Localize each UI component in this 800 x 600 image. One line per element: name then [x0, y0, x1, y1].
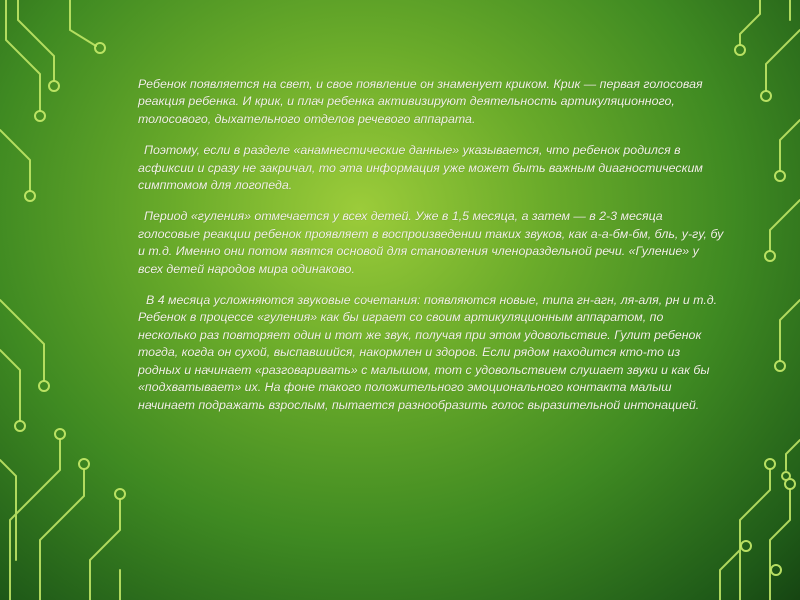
bullet-text: Ребенок появляется на свет, и свое появление он знаменует криком. Крик — первая голосовая реакция ребенка. И крик, и плач ребенка активизируют деятельность артикуляционного, толосового, дыхательного отделов речевого аппарата. [138, 77, 703, 126]
bullet-item [108, 208, 724, 278]
slide-body [108, 76, 724, 428]
bullet-text: Поэтому, если в разделе «анамнестические данные» указывается, что ребенок родился в асфиксии и сразу не закричал, то эта информация уже может быть важным диагностическим симптомом для логопеда. [138, 143, 703, 193]
bullet-item [108, 292, 724, 414]
bullet-item [108, 76, 724, 128]
bullet-text: В 4 месяца усложняются звуковые сочетания: появляются новые, типа гн-агн, ля-аля, рн и т.д. Ребенок в процессе «гуления» как бы играет со своим артикуляционным аппаратом, по несколько раз повторяет один и тот же звук, получая при этом удовольствие. Гулит ребенок тогда, когда он сухой, выспавшийся, накормлен и здоров. Если рядом находится кто-то из родных и начинает «разговаривать» с малышом, тот с удовольствием слушает звуки и как бы «подхватывает» их. На фоне такого положительного эмоционального контакта малыш начинает подражать взрослым, пытается разнообразить голос выразительной интонацией. [138, 293, 718, 412]
bullet-text: Период «гуления» отмечается у всех детей. Уже в 1,5 месяца, а затем — в 2-3 месяца голосовые реакции ребенок проявляет в воспроизведении таких звуков, как а-а-бм-бм, бль, у-гу, бу и т.д. Именно они потом явятся основой для становления членораздельной речи. «Гуление» у всех детей народов мира одинаково. [138, 209, 724, 276]
bullet-item [108, 142, 724, 194]
